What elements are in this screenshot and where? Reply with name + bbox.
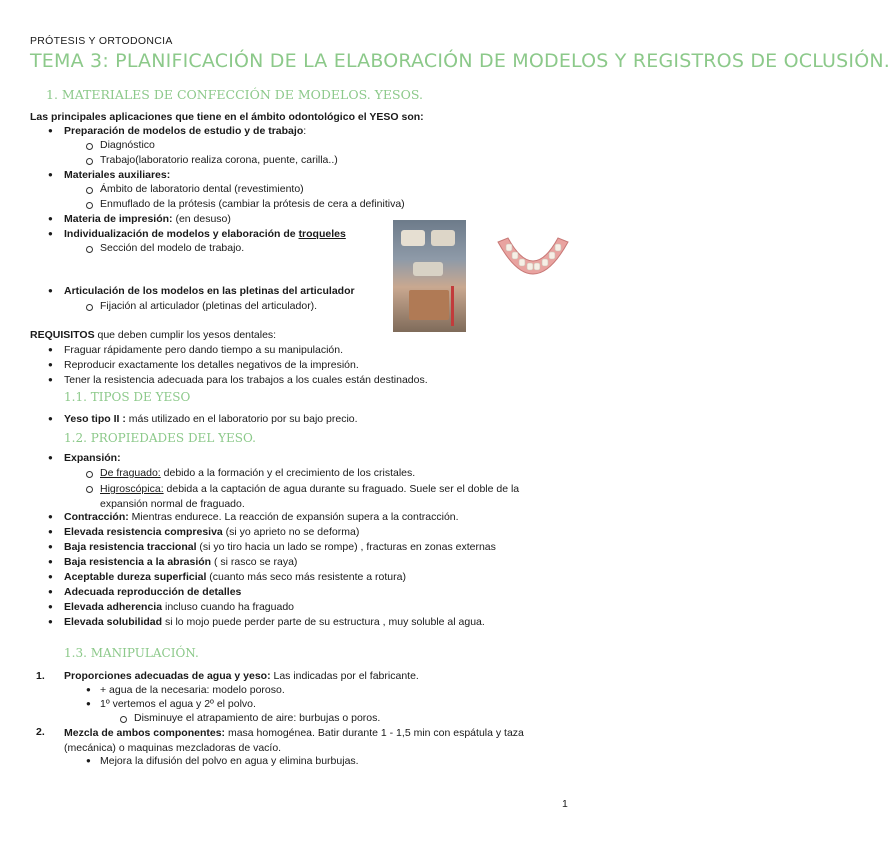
gypsum-type-item: Yeso tipo II : más utilizado en el laboratorio por su bajo precio. [64,413,358,425]
bullet-icon: ● [48,542,53,551]
plaster-models-photo [393,220,466,332]
bullet-icon: ● [48,345,53,354]
requirement-item: Fraguar rápidamente pero dando tiempo a su manipulación. [64,344,344,356]
circle-bullet-icon [86,187,93,194]
circle-bullet-icon [86,143,93,150]
application-item: Individualización de modelos y elaboración de troqueles [64,228,346,240]
requirements-intro: REQUISITOS que deben cumplir los yesos dentales: [30,329,277,341]
sub-item: Sección del modelo de trabajo. [100,242,245,254]
bullet-icon: ● [86,699,91,708]
bullet-icon: ● [48,527,53,536]
sub-item: 1º vertemos el agua y 2º el polvo. [100,698,256,710]
circle-bullet-icon [86,246,93,253]
page-number: 1 [562,798,568,810]
sub-item: + agua de la necesaria: modelo poroso. [100,684,285,696]
bullet-icon: ● [86,685,91,694]
circle-bullet-icon [86,304,93,311]
sub-item: Mejora la difusión del polvo en agua y elimina burbujas. [100,755,359,767]
bullet-icon: ● [48,617,53,626]
manipulation-step: Mezcla de ambos componentes: masa homogénea. Batir durante 1 - 1,5 min con espátula y taza (mecánica) o maquinas mezcladoras de vacío. [64,727,524,754]
application-item: Articulación de los modelos en las pletinas del articulador [64,285,355,297]
bullet-icon: ● [48,286,53,295]
bullet-icon: ● [48,170,53,179]
section-1-3-heading: 1.3. MANIPULACIÓN. [64,646,199,660]
bullet-icon: ● [48,453,53,462]
circle-bullet-icon [86,202,93,209]
circle-bullet-icon [86,471,93,478]
property-item: Elevada adherencia incluso cuando ha fraguado [64,601,294,613]
circle-bullet-icon [86,158,93,165]
course-header: PRÓTESIS Y ORTODONCIA [30,35,173,47]
application-item: Preparación de modelos de estudio y de trabajo: [64,125,307,137]
application-item: Materia de impresión: (en desuso) [64,213,231,225]
property-item: Aceptable dureza superficial (cuanto más seco más resistente a rotura) [64,571,406,583]
sub-item: Enmuflado de la prótesis (cambiar la prótesis de cera a definitiva) [100,198,405,210]
step-number: 2. [36,726,45,738]
intro-text: Las principales aplicaciones que tiene en el ámbito odontológico el YESO son: [30,111,424,123]
bullet-icon: ● [48,512,53,521]
sub-sub-item: Disminuye el atrapamiento de aire: burbujas o poros. [134,712,381,724]
requirement-item: Reproducir exactamente los detalles negativos de la impresión. [64,359,359,371]
bullet-icon: ● [48,572,53,581]
sub-item: Fijación al articulador (pletinas del articulador). [100,300,318,312]
sub-item: Diagnóstico [100,139,155,151]
section-1-1-heading: 1.1. TIPOS DE YESO [64,390,191,404]
bullet-icon: ● [48,126,53,135]
sub-item: Higroscópica: debida a la captación de agua durante su fraguado. Suele ser el doble de la expansión normal de fraguado. [100,483,520,510]
manipulation-step: Proporciones adecuadas de agua y yeso: Las indicadas por el fabricante. [64,670,419,682]
bullet-icon: ● [48,587,53,596]
property-item: Baja resistencia traccional (si yo tiro hacia un lado se rompe) , fracturas en zonas externas [64,541,496,553]
step-number: 1. [36,670,45,682]
property-item: Expansión: [64,452,121,464]
bullet-icon: ● [48,214,53,223]
section-1-2-heading: 1.2. PROPIEDADES DEL YESO. [64,431,256,445]
bullet-icon: ● [48,229,53,238]
application-item: Materiales auxiliares: [64,169,171,181]
sub-item: De fraguado: debido a la formación y el crecimiento de los cristales. [100,467,416,479]
property-item: Contracción: Mientras endurece. La reacción de expansión supera a la contracción. [64,511,459,523]
property-item: Elevada solubilidad si lo mojo puede perder parte de su estructura , muy soluble al agua. [64,616,485,628]
sub-item: Trabajo(laboratorio realiza corona, puente, carilla..) [100,154,338,166]
circle-bullet-icon [86,486,93,493]
property-item: Baja resistencia a la abrasión ( si rasco se raya) [64,556,298,568]
bullet-icon: ● [48,557,53,566]
property-item: Elevada resistencia compresiva (si yo aprieto no se deforma) [64,526,360,538]
requirement-item: Tener la resistencia adecuada para los trabajos a los cuales están destinados. [64,374,428,386]
dental-model-photo [492,222,574,290]
bullet-icon: ● [48,375,53,384]
page-title: TEMA 3: PLANIFICACIÓN DE LA ELABORACIÓN DE MODELOS Y REGISTROS DE OCLUSIÓN. [30,50,890,72]
bullet-icon: ● [48,414,53,423]
bullet-icon: ● [48,360,53,369]
sub-item: Ámbito de laboratorio dental (revestimiento) [100,183,304,195]
circle-bullet-icon [120,716,127,723]
bullet-icon: ● [86,756,91,765]
property-item: Adecuada reproducción de detalles [64,586,242,598]
section-1-heading: 1. MATERIALES DE CONFECCIÓN DE MODELOS. YESOS. [46,87,423,102]
bullet-icon: ● [48,602,53,611]
